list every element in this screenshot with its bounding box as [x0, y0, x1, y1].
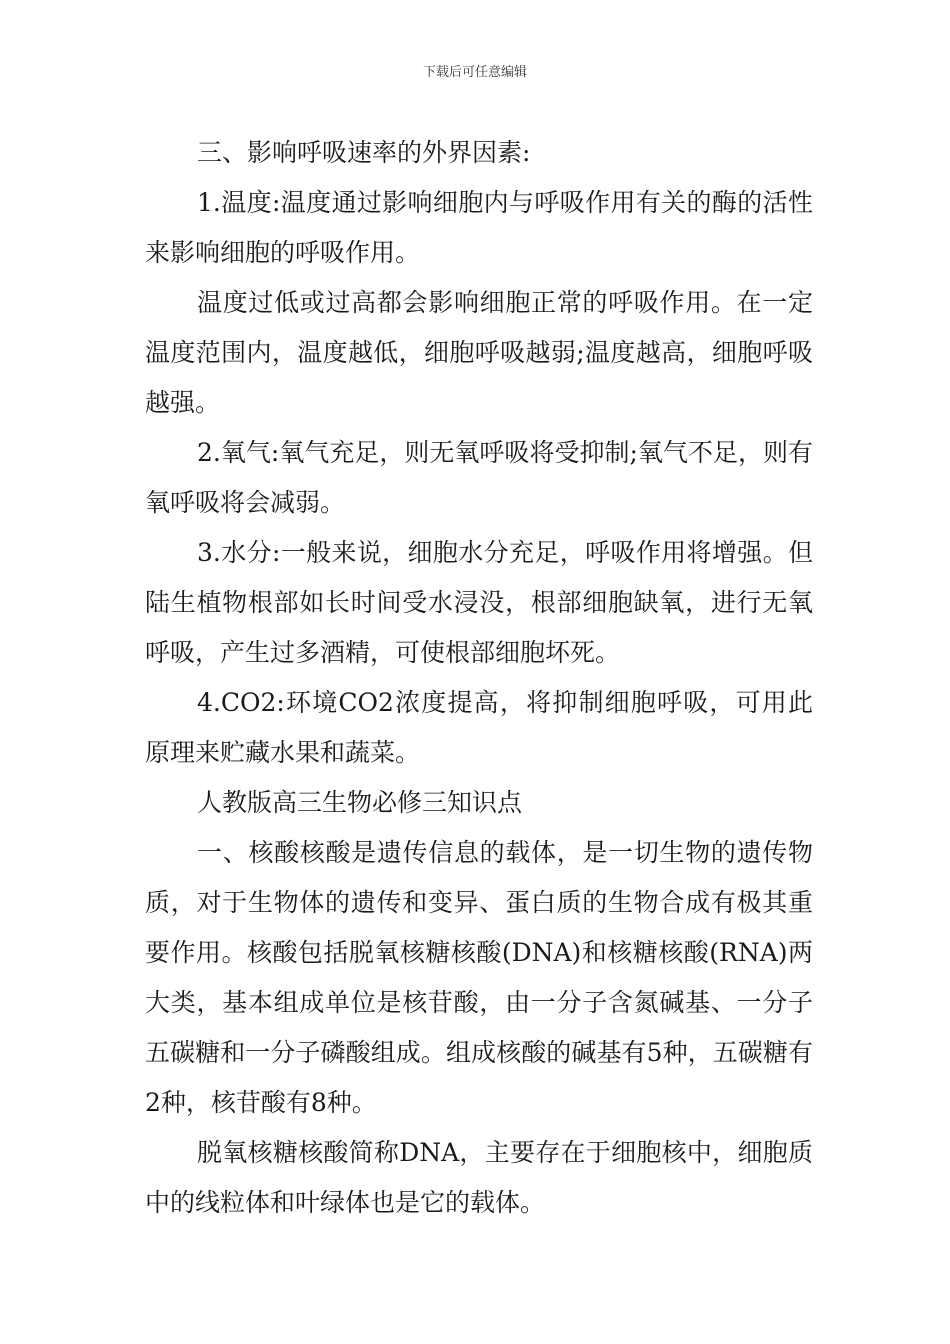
document-body: [145, 128, 813, 1228]
paragraph-temperature: 1.温度:温度通过影响细胞内与呼吸作用有关的酶的活性来影响细胞的呼吸作用。: [145, 188, 813, 267]
paragraph-co2: 4.CO2:环境CO2浓度提高，将抑制细胞呼吸，可用此原理来贮藏水果和蔬菜。: [145, 688, 813, 767]
paragraph-nucleic-acid: 一、核酸核酸是遗传信息的载体，是一切生物的遗传物质，对于生物体的遗传和变异、蛋白质的生物合成有极其重要作用。核酸包括脱氧核糖核酸(DNA)和核糖核酸(RNA)两大类，基本组成单位是核苷酸，由一分子含氮碱基、一分子五碳糖和一分子磷酸组成。组成核酸的碱基有5种，五碳糖有2种，核苷酸有8种。: [145, 838, 813, 1117]
paragraph-temperature-range: 温度过低或过高都会影响细胞正常的呼吸作用。在一定温度范围内，温度越低，细胞呼吸越弱;温度越高，细胞呼吸越强。: [145, 288, 813, 417]
section-title-biology-knowledge: 人教版高三生物必修三知识点: [197, 788, 523, 817]
paragraph-dna: 脱氧核糖核酸简称DNA，主要存在于细胞核中，细胞质中的线粒体和叶绿体也是它的载体。: [145, 1138, 813, 1217]
page-header-note: 下载后可任意编辑: [422, 65, 527, 80]
paragraph-oxygen: 2.氧气:氧气充足，则无氧呼吸将受抑制;氧气不足，则有氧呼吸将会减弱。: [145, 438, 813, 517]
section-heading-respiration-factors: 三、影响呼吸速率的外界因素:: [197, 138, 531, 167]
paragraph-water: 3.水分:一般来说，细胞水分充足，呼吸作用将增强。但陆生植物根部如长时间受水浸没，根部细胞缺氧，进行无氧呼吸，产生过多酒精，可使根部细胞坏死。: [145, 538, 813, 667]
